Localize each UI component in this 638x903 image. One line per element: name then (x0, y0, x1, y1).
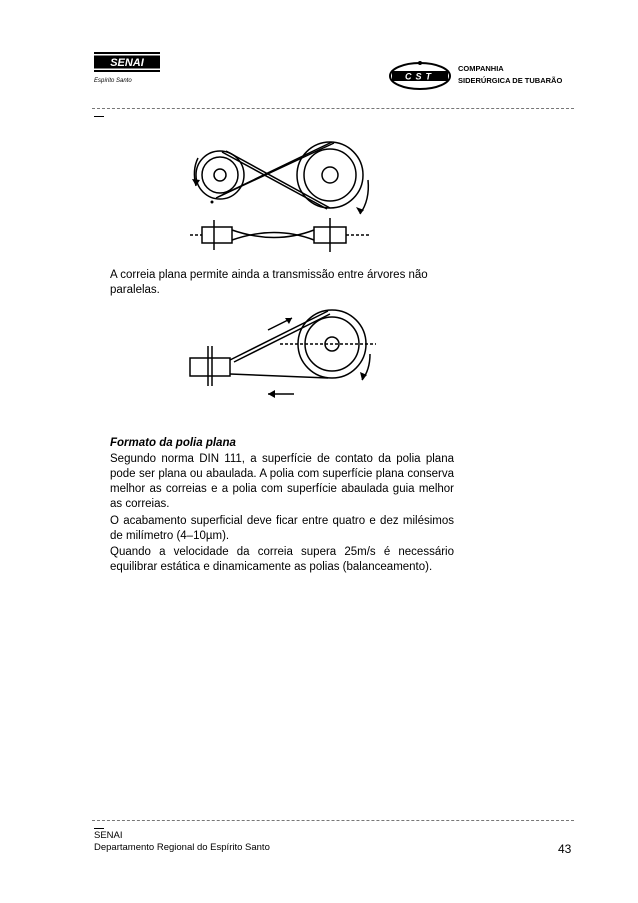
header-divider (92, 108, 574, 109)
company-line-1: COMPANHIA (458, 64, 504, 73)
senai-subtitle: Espírito Santo (94, 78, 132, 84)
footer-mark (94, 828, 104, 829)
paragraph-balancing: Quando a velocidade da correia supera 25m/s é necessário equilibrar estática e dinamicamente as polias (balanceamento). (110, 546, 454, 573)
company-name (458, 63, 562, 87)
paragraph-din-norm: Segundo norma DIN 111, a superfície de contato da polia plana pode ser plana ou abaulada. A polia com superfície plana conserva melhor as correias e a polia com superfície abaulada guia melhor as correias. (110, 453, 454, 510)
header-mark (94, 116, 104, 117)
non-parallel-shafts-figure (180, 308, 380, 420)
paragraph-surface-finish: O acabamento superficial deve ficar entre quatro e dez milésimos de milímetro (4–10µm). (110, 515, 454, 542)
footer-org: SENAI (94, 830, 123, 841)
footer-department: Departamento Regional do Espírito Santo (94, 842, 270, 853)
paragraph-non-parallel-shafts: A correia plana permite ainda a transmissão entre árvores não paralelas. (110, 269, 428, 296)
company-line-2: SIDERÚRGICA DE TUBARÃO (458, 76, 563, 85)
section-heading: Formato da polia plana (110, 437, 236, 449)
footer-divider (92, 820, 574, 821)
cst-logo (388, 60, 452, 90)
svg-text:SENAI: SENAI (110, 57, 144, 69)
svg-text:CST: CST (405, 71, 435, 82)
senai-logo (94, 52, 160, 72)
page-number: 43 (558, 842, 572, 856)
crossed-belt-figure (180, 130, 390, 255)
